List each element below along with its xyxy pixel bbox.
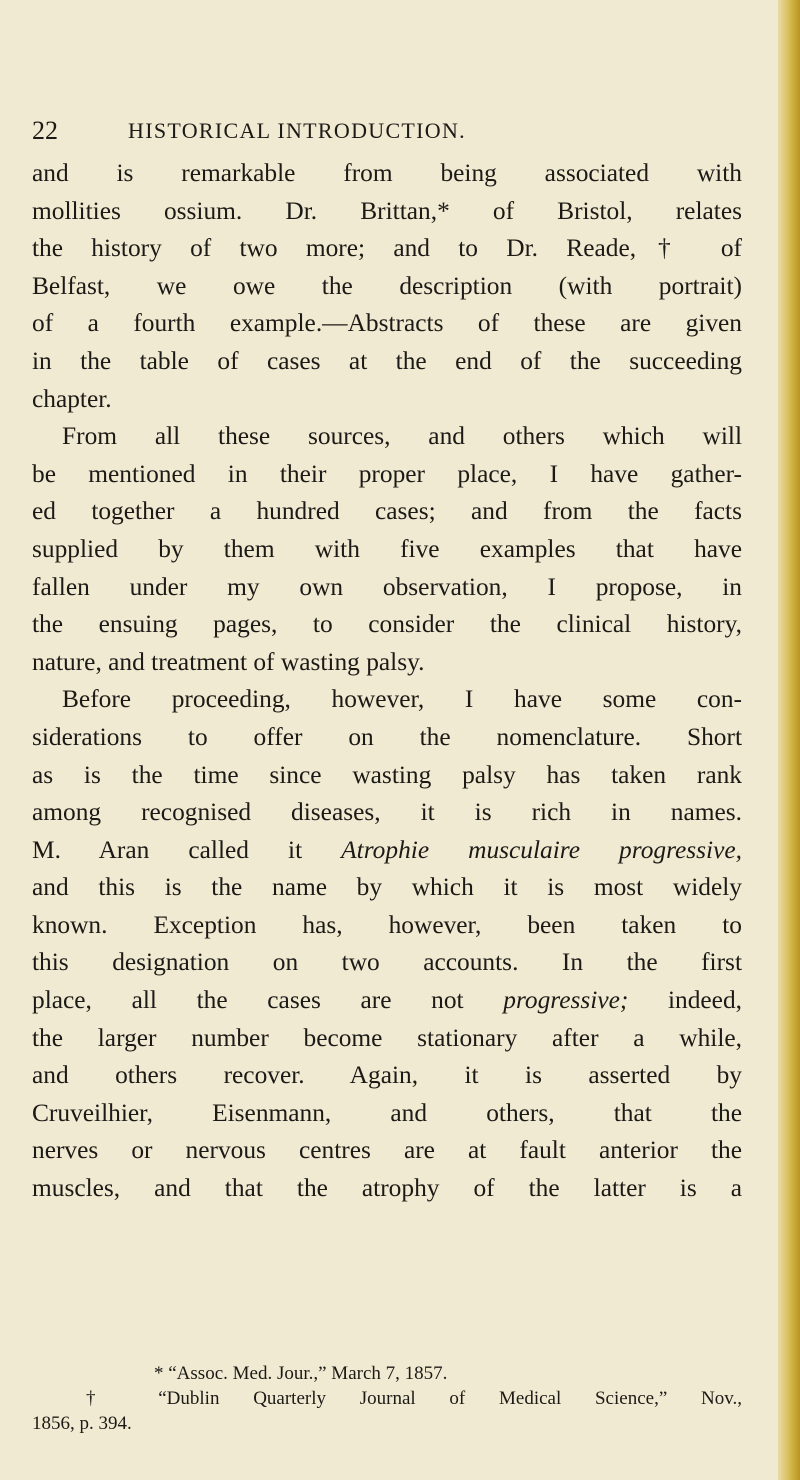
text-line: the larger number become stationary after a while,	[32, 1023, 742, 1052]
text-run: M. Aran called it	[32, 835, 342, 864]
text-line: From all these sources, and others which will	[62, 422, 742, 451]
running-head	[32, 116, 742, 148]
text-line: be mentioned in their proper place, I have gather-	[32, 459, 742, 488]
text-line: mollities ossium. Dr. Brittan,* of Bristol, relates	[32, 196, 742, 225]
text-line: Cruveilhier, Eisenmann, and others, that the	[32, 1098, 742, 1127]
text-line: nerves or nervous centres are at fault anterior the	[32, 1136, 742, 1165]
page-edge	[778, 0, 800, 1480]
footnote-continuation: 1856, p. 394.	[32, 1413, 132, 1434]
text-line: Before proceeding, however, I have some con-	[62, 685, 742, 714]
italic-term: Atrophie musculaire progressive,	[341, 835, 742, 864]
footnote: * “Assoc. Med. Jour.,” March 7, 1857.	[154, 1363, 448, 1384]
text-line: among recognised diseases, it is rich in names.	[32, 798, 742, 827]
text-line: siderations to offer on the nomenclature. Short	[32, 722, 742, 751]
text-line: and others recover. Again, it is asserted by	[32, 1061, 742, 1090]
text-line: ed together a hundred cases; and from the facts	[32, 497, 742, 526]
footnote: † “Dublin Quarterly Journal of Medical Science,” Nov.,	[86, 1388, 742, 1409]
text-run: indeed,	[628, 986, 742, 1015]
page-number: 22	[32, 116, 58, 145]
text-line: fallen under my own observation, I propose, in	[32, 572, 742, 601]
text-line	[32, 982, 742, 1020]
text-run: place, all the cases are not	[32, 986, 504, 1015]
text-line: nature, and treatment of wasting palsy.	[32, 647, 425, 676]
text-line: muscles, and that the atrophy of the latter is a	[32, 1174, 742, 1203]
book-page	[32, 0, 777, 1480]
footnotes	[32, 1361, 742, 1436]
text-line: the ensuing pages, to consider the clinical history,	[32, 610, 742, 639]
text-line: and is remarkable from being associated with	[32, 159, 742, 187]
text-line	[32, 832, 742, 870]
italic-term: progressive;	[503, 986, 629, 1015]
text-line: Belfast, we owe the description (with portrait)	[32, 271, 742, 300]
text-line: chapter.	[32, 384, 112, 413]
text-line: known. Exception has, however, been taken to	[32, 910, 742, 939]
text-line: of a fourth example.—Abstracts of these are given	[32, 309, 742, 338]
text-line: the history of two more; and to Dr. Reade,† of	[32, 234, 742, 263]
text-line: as is the time since wasting palsy has taken rank	[32, 760, 742, 789]
body-text	[32, 155, 742, 1208]
text-line: in the table of cases at the end of the succeeding	[32, 346, 742, 375]
running-title: HISTORICAL INTRODUCTION.	[128, 118, 466, 143]
text-line: this designation on two accounts. In the first	[32, 948, 742, 977]
text-line: and this is the name by which it is most widely	[32, 873, 742, 902]
text-line: supplied by them with five examples that have	[32, 534, 742, 563]
